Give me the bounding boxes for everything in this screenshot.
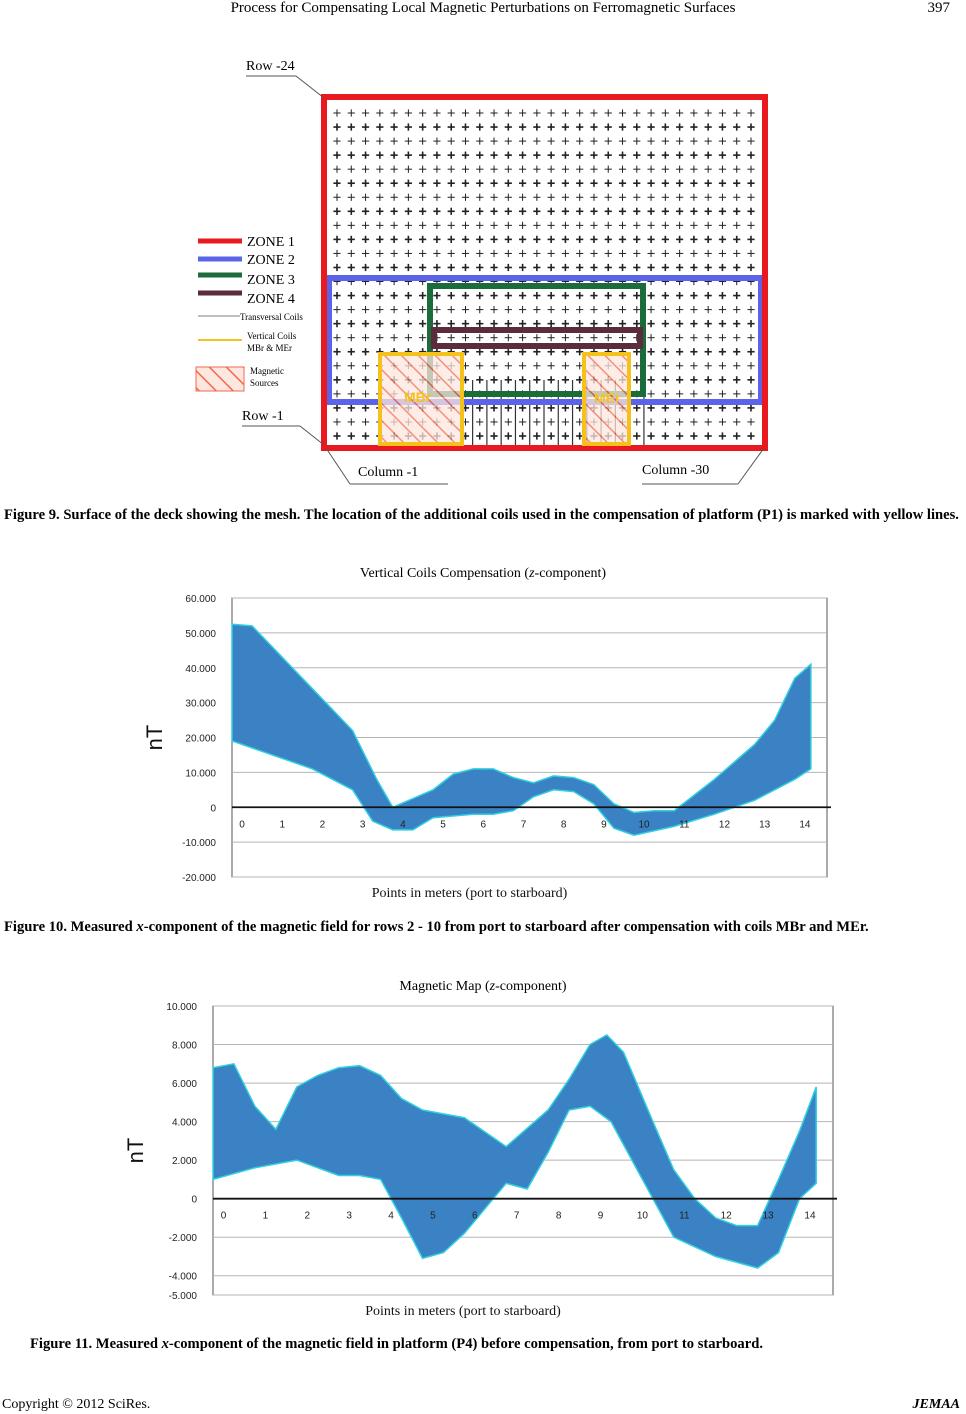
x-tick-label: 14 <box>804 1210 816 1222</box>
x-tick-label: 4 <box>388 1210 394 1222</box>
x-tick-label: 7 <box>520 819 527 831</box>
x-tick-label: 2 <box>304 1210 311 1222</box>
x-tick-label: 7 <box>513 1210 520 1222</box>
y-tick-label: -4.000 <box>168 1271 197 1283</box>
y-tick-label: 0 <box>191 1194 197 1206</box>
x-tick-label: 9 <box>601 819 607 831</box>
y-tick-label: 4.000 <box>171 1117 197 1129</box>
legend-vertical-coils-line1: Vertical Coils <box>247 331 297 341</box>
y-tick-label: 50.000 <box>185 628 216 640</box>
figure-11-caption-pre: Figure 11. Measured <box>30 1336 162 1352</box>
figure-11-caption <box>30 1335 960 1354</box>
x-tick-label: 10 <box>636 1210 648 1222</box>
y-tick-label: 10.000 <box>185 768 216 780</box>
figure-10-chart <box>0 585 966 905</box>
x-tick-label: 6 <box>472 1210 478 1222</box>
figure-10-caption-pre: Figure 10. Measured <box>4 919 137 935</box>
page-number: 397 <box>927 0 950 16</box>
legend-zone-1: ZONE 1 <box>247 235 295 250</box>
x-tick-label: 11 <box>679 1210 690 1222</box>
x-tick-label: 5 <box>430 1210 436 1222</box>
mer-label: MEr <box>594 390 621 406</box>
legend-zone-3: ZONE 3 <box>247 273 295 288</box>
y-tick-label: -5.000 <box>168 1291 197 1302</box>
x-tick-label: 8 <box>555 1210 562 1222</box>
x-tick-label: 1 <box>262 1210 269 1222</box>
figure-10-caption-var: x <box>136 919 144 935</box>
figure-11-caption-post: -component of the magnetic field in platform (P4) before compensation, from port to starboard. <box>168 1336 763 1352</box>
y-tick-label: 0 <box>210 803 216 815</box>
figure-11-title-var: z <box>489 979 496 994</box>
figure-10-title <box>250 566 716 582</box>
x-tick-label: 3 <box>346 1210 352 1222</box>
row-top-label: Row -24 <box>246 59 295 74</box>
legend-zone-2: ZONE 2 <box>247 253 295 268</box>
figure-11-title-pre: Magnetic Map ( <box>399 979 490 994</box>
y-tick-label: -2.000 <box>168 1233 197 1245</box>
figure-11-title-post: -component) <box>495 979 567 994</box>
y-tick-label: -10.000 <box>182 838 216 850</box>
figure-11-caption-var: x <box>161 1336 169 1352</box>
row-bottom-label: Row -1 <box>242 409 284 424</box>
figure-11-title <box>250 979 716 995</box>
figure-10-caption-post: -component of the magnetic field for rows 2 - 10 from port to starboard after compensation with coils MBr and MEr. <box>143 919 869 935</box>
figure-9-legend <box>196 235 303 391</box>
x-tick-label: 8 <box>560 819 567 831</box>
legend-magnetic-sources-line1: Magnetic <box>250 366 284 376</box>
x-tick-label: 5 <box>440 819 446 831</box>
x-tick-label: 6 <box>480 819 487 831</box>
figure-9-caption: Figure 9. Surface of the deck showing the mesh. The location of the additional coils used in the compensation of platform (P1) is marked with yellow lines. <box>4 507 959 523</box>
y-tick-label: 40.000 <box>185 663 216 675</box>
journal-name: JEMAA <box>912 1397 960 1412</box>
legend-magnetic-sources-swatch <box>196 367 244 391</box>
figure-10-title-post: -component) <box>534 566 607 581</box>
figure-11-chart <box>0 995 966 1325</box>
legend-vertical-coils-line2: MBr & MEr <box>247 343 292 353</box>
x-tick-label: 0 <box>220 1210 227 1222</box>
legend-zone-4: ZONE 4 <box>247 292 295 307</box>
x-tick-label: 9 <box>597 1210 604 1222</box>
y-axis-label: nT <box>123 1137 148 1164</box>
y-tick-label: 30.000 <box>185 698 216 710</box>
column-left-label: Column -1 <box>358 465 419 480</box>
x-tick-label: 0 <box>239 819 245 831</box>
x-tick-label: 10 <box>638 819 650 831</box>
running-title: Process for Compensating Local Magnetic Perturbations on Ferromagnetic Surfaces <box>230 0 736 16</box>
copyright: Copyright © 2012 SciRes. <box>2 1397 151 1412</box>
y-tick-label: -20.000 <box>182 873 216 884</box>
x-tick-label: 13 <box>762 1210 774 1222</box>
column-right-label: Column -30 <box>642 463 710 478</box>
x-tick-label: 14 <box>799 819 811 831</box>
y-tick-label: 2.000 <box>171 1156 197 1168</box>
x-tick-label: 4 <box>400 819 406 831</box>
y-tick-label: 6.000 <box>171 1079 197 1091</box>
x-tick-label: 12 <box>718 819 731 831</box>
mbr-label: MBr <box>404 389 432 405</box>
figure-9-deck-mesh <box>0 40 966 496</box>
x-axis-label: Points in meters (port to starboard) <box>371 886 568 901</box>
x-tick-label: 1 <box>279 819 286 831</box>
x-tick-label: 13 <box>759 819 771 831</box>
x-tick-label: 11 <box>679 819 690 831</box>
x-tick-label: 2 <box>319 819 326 831</box>
figure-10-caption <box>4 918 962 937</box>
y-tick-label: 8.000 <box>171 1040 197 1052</box>
x-tick-label: 3 <box>359 819 366 831</box>
legend-magnetic-sources-line2: Sources <box>250 378 279 388</box>
y-tick-label: 10.000 <box>166 1002 197 1013</box>
x-axis-label: Points in meters (port to starboard) <box>365 1304 561 1319</box>
running-header <box>0 0 966 20</box>
y-axis-label: nT <box>142 724 167 751</box>
y-tick-label: 20.000 <box>185 733 216 745</box>
y-tick-label: 60.000 <box>185 594 216 605</box>
legend-transversal-coils: Transversal Coils <box>240 312 303 322</box>
figure-10-title-var: z <box>529 566 535 581</box>
figure-10-title-pre: Vertical Coils Compensation ( <box>359 566 530 581</box>
x-tick-label: 12 <box>720 1210 732 1222</box>
